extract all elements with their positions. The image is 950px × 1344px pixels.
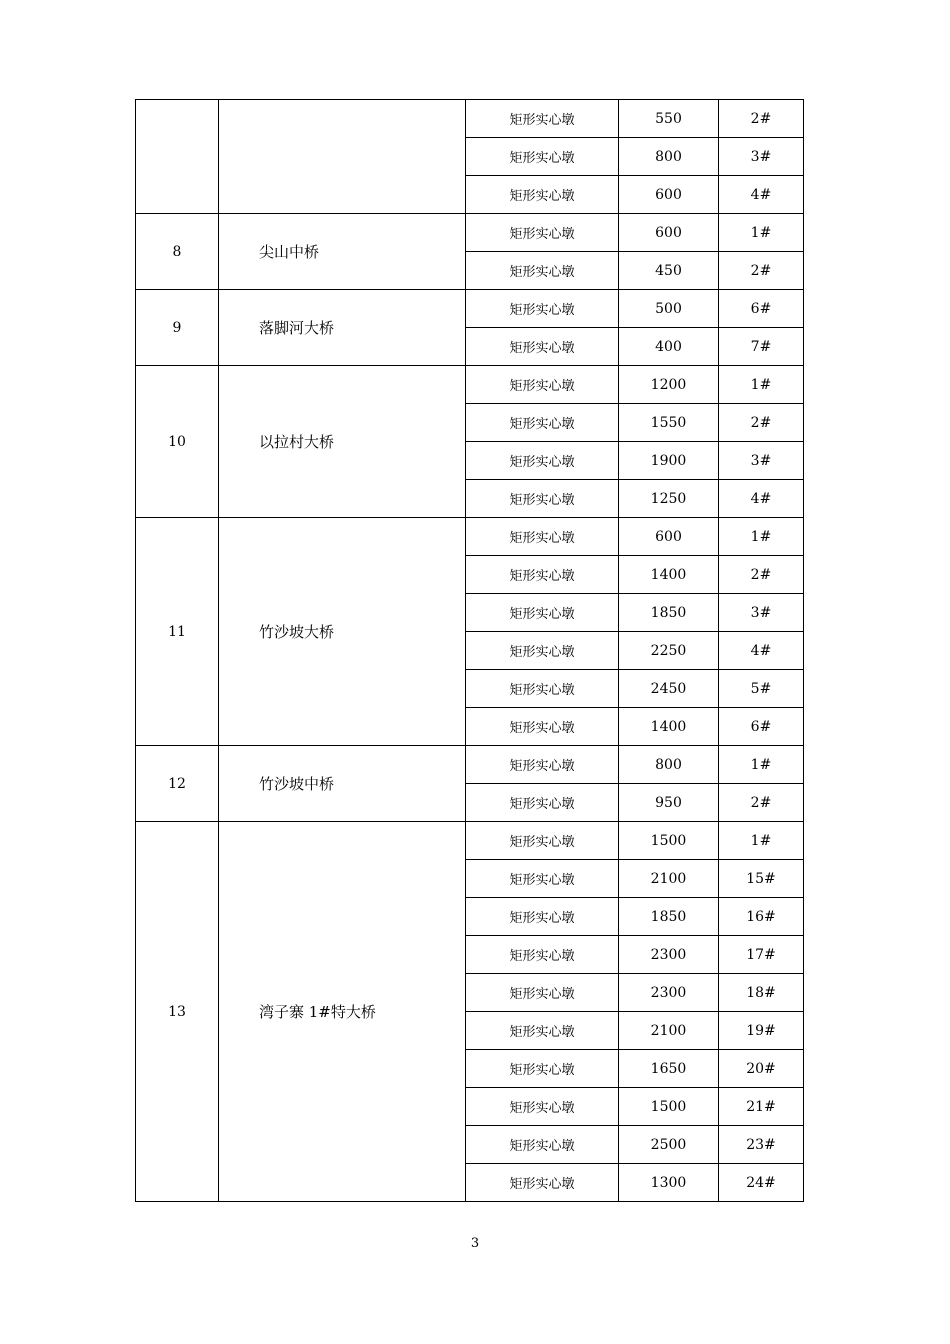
table-row [136,366,804,404]
pier-height-cell: 1400 [619,708,719,746]
pier-height-cell: 2100 [619,1012,719,1050]
pier-height-cell: 450 [619,252,719,290]
pier-height-cell: 1200 [619,366,719,404]
pier-type-cell: 矩形实心墩 [466,1164,619,1202]
pier-type-cell: 矩形实心墩 [466,594,619,632]
pier-id-cell: 6# [719,708,804,746]
pier-id-cell: 4# [719,480,804,518]
pier-type-cell: 矩形实心墩 [466,252,619,290]
pier-type-cell: 矩形实心墩 [466,708,619,746]
pier-id-cell: 1# [719,366,804,404]
bridge-number-cell: 9 [136,290,219,366]
pier-type-cell: 矩形实心墩 [466,328,619,366]
pier-height-cell: 950 [619,784,719,822]
pier-type-cell: 矩形实心墩 [466,214,619,252]
pier-type-cell: 矩形实心墩 [466,632,619,670]
pier-type-cell: 矩形实心墩 [466,670,619,708]
pier-height-cell: 500 [619,290,719,328]
pier-height-cell: 1400 [619,556,719,594]
pier-type-cell: 矩形实心墩 [466,290,619,328]
pier-height-cell: 1650 [619,1050,719,1088]
pier-id-cell: 21# [719,1088,804,1126]
pier-id-cell: 2# [719,404,804,442]
pier-id-cell: 16# [719,898,804,936]
table-row [136,746,804,784]
pier-height-cell: 800 [619,138,719,176]
table-row [136,822,804,860]
table-row [136,518,804,556]
bridge-name-cell: 竹沙坡大桥 [219,518,466,746]
bridge-number-cell [136,100,219,214]
pier-height-cell: 400 [619,328,719,366]
pier-height-cell: 2300 [619,936,719,974]
pier-type-cell: 矩形实心墩 [466,898,619,936]
bridge-name-cell: 尖山中桥 [219,214,466,290]
bridge-name-cell: 竹沙坡中桥 [219,746,466,822]
pier-height-cell: 2100 [619,860,719,898]
pier-type-cell: 矩形实心墩 [466,974,619,1012]
pier-type-cell: 矩形实心墩 [466,784,619,822]
bridge-number-cell: 11 [136,518,219,746]
pier-id-cell: 1# [719,214,804,252]
page-number: 3 [470,1236,480,1251]
pier-height-cell: 1500 [619,822,719,860]
pier-id-cell: 17# [719,936,804,974]
pier-type-cell: 矩形实心墩 [466,518,619,556]
table-row [136,290,804,328]
pier-id-cell: 4# [719,632,804,670]
pier-id-cell: 6# [719,290,804,328]
pier-id-cell: 1# [719,746,804,784]
pier-height-cell: 1850 [619,594,719,632]
pier-height-cell: 800 [619,746,719,784]
pier-height-cell: 600 [619,518,719,556]
pier-type-cell: 矩形实心墩 [466,138,619,176]
pier-id-cell: 23# [719,1126,804,1164]
pier-type-cell: 矩形实心墩 [466,936,619,974]
pier-height-cell: 1300 [619,1164,719,1202]
pier-type-cell: 矩形实心墩 [466,442,619,480]
pier-id-cell: 1# [719,822,804,860]
pier-type-cell: 矩形实心墩 [466,404,619,442]
pier-id-cell: 2# [719,784,804,822]
pier-type-cell: 矩形实心墩 [466,822,619,860]
pier-id-cell: 1# [719,518,804,556]
pier-height-cell: 1500 [619,1088,719,1126]
pier-type-cell: 矩形实心墩 [466,860,619,898]
pier-id-cell: 18# [719,974,804,1012]
pier-type-cell: 矩形实心墩 [466,1088,619,1126]
pier-id-cell: 4# [719,176,804,214]
bridge-number-cell: 13 [136,822,219,1202]
pier-height-cell: 2500 [619,1126,719,1164]
pier-height-cell: 550 [619,100,719,138]
pier-type-cell: 矩形实心墩 [466,1050,619,1088]
pier-id-cell: 2# [719,100,804,138]
pier-type-cell: 矩形实心墩 [466,366,619,404]
pier-height-cell: 2250 [619,632,719,670]
pier-table-body [136,100,804,1202]
pier-height-cell: 600 [619,176,719,214]
bridge-number-cell: 10 [136,366,219,518]
pier-type-cell: 矩形实心墩 [466,176,619,214]
pier-id-cell: 20# [719,1050,804,1088]
pier-type-cell: 矩形实心墩 [466,100,619,138]
pier-type-cell: 矩形实心墩 [466,1012,619,1050]
pier-id-cell: 3# [719,442,804,480]
pier-type-cell: 矩形实心墩 [466,746,619,784]
pier-height-cell: 600 [619,214,719,252]
bridge-number-cell: 8 [136,214,219,290]
pier-id-cell: 19# [719,1012,804,1050]
pier-id-cell: 15# [719,860,804,898]
pier-id-cell: 7# [719,328,804,366]
pier-type-cell: 矩形实心墩 [466,1126,619,1164]
pier-type-cell: 矩形实心墩 [466,556,619,594]
pier-table [135,99,804,1202]
pier-height-cell: 1250 [619,480,719,518]
pier-id-cell: 5# [719,670,804,708]
pier-id-cell: 3# [719,138,804,176]
pier-height-cell: 2300 [619,974,719,1012]
table-row [136,100,804,138]
bridge-name-cell: 湾子寨 1#特大桥 [219,822,466,1202]
bridge-number-cell: 12 [136,746,219,822]
pier-id-cell: 24# [719,1164,804,1202]
pier-height-cell: 1550 [619,404,719,442]
pier-height-cell: 2450 [619,670,719,708]
pier-id-cell: 3# [719,594,804,632]
table-row [136,214,804,252]
pier-id-cell: 2# [719,556,804,594]
bridge-name-cell [219,100,466,214]
pier-type-cell: 矩形实心墩 [466,480,619,518]
bridge-name-cell: 落脚河大桥 [219,290,466,366]
pier-height-cell: 1900 [619,442,719,480]
pier-height-cell: 1850 [619,898,719,936]
pier-id-cell: 2# [719,252,804,290]
bridge-name-cell: 以拉村大桥 [219,366,466,518]
